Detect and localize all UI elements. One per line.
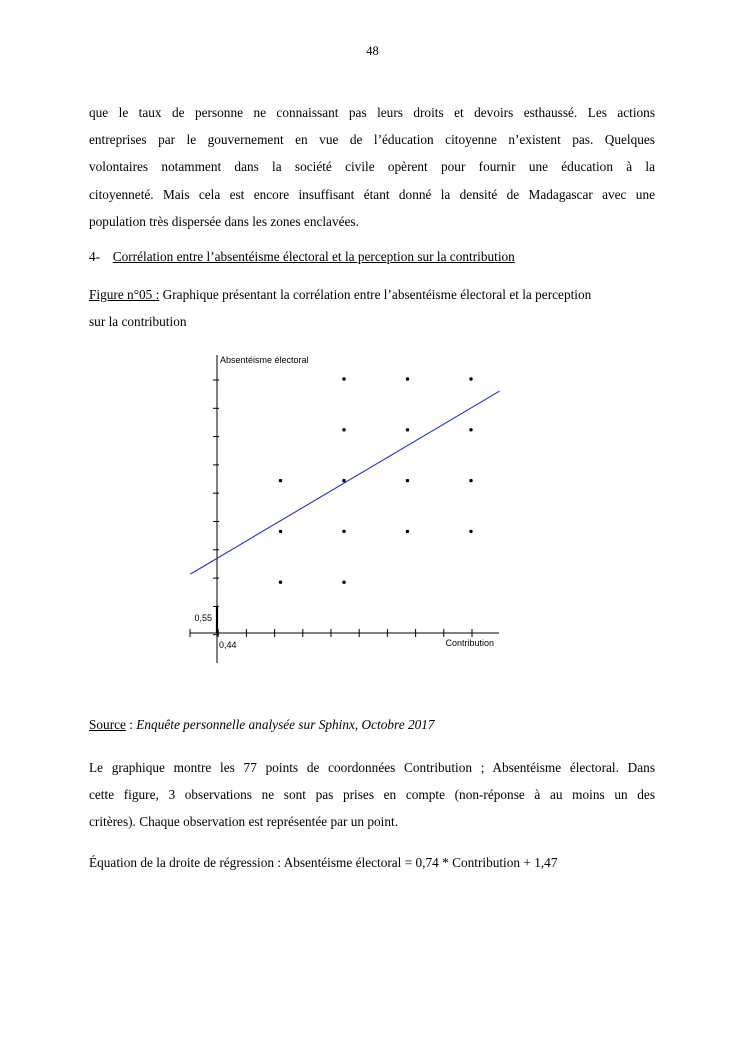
paragraph-line: critères). Chaque observation est représentée par un point. bbox=[89, 814, 399, 830]
source-line bbox=[89, 711, 655, 738]
paragraph-line: population très dispersée dans les zones enclavées. bbox=[89, 213, 359, 229]
x-axis-label: Contribution bbox=[445, 638, 494, 648]
data-point bbox=[279, 479, 282, 482]
data-point bbox=[342, 377, 345, 380]
source-text: Enquête personnelle analysée sur Sphinx, Octobre 2017 bbox=[136, 717, 435, 732]
data-point bbox=[279, 530, 282, 533]
section-title: Corrélation entre l’absentéisme électoral et la perception sur la contribution bbox=[112, 249, 515, 264]
chart-axes bbox=[190, 355, 499, 663]
paragraph-line: citoyenneté. Mais cela est encore insuffisant étant donné la densité de Madagascar avec une bbox=[89, 186, 655, 202]
data-point bbox=[279, 581, 282, 584]
section-number: 4- bbox=[89, 249, 101, 264]
paragraph-line: que le taux de personne ne connaissant pas leurs droits et devoirs esthaussé. Les actions bbox=[89, 105, 655, 120]
data-point bbox=[406, 377, 409, 380]
paragraph-line: Le graphique montre les 77 points de coordonnées Contribution ; Absentéisme électoral. Dans bbox=[89, 760, 655, 775]
data-point bbox=[469, 530, 472, 533]
data-point bbox=[342, 581, 345, 584]
data-point bbox=[406, 479, 409, 482]
data-point bbox=[406, 428, 409, 431]
source-label: Source bbox=[89, 717, 126, 732]
y-origin-label: 0,55 bbox=[194, 613, 212, 623]
paragraph-line: volontaires notamment dans la société civile opèrent pour fournir une éducation à la bbox=[89, 159, 655, 175]
x-origin-label: 0,44 bbox=[219, 640, 237, 650]
caption-text: Graphique présentant la corrélation entre l’absentéisme électoral et la perception bbox=[159, 287, 592, 302]
data-point bbox=[342, 479, 345, 482]
paragraph-line: entreprises par le gouvernement en vue de l’éducation citoyenne n’existent pas. Quelques bbox=[89, 132, 655, 148]
regression-line bbox=[190, 391, 499, 574]
source-separator: : bbox=[125, 717, 137, 732]
paragraph-line: cette figure, 3 observations ne sont pas prises en compte (non-réponse à au moins un des bbox=[89, 787, 655, 803]
data-point bbox=[469, 428, 472, 431]
page-number: 48 bbox=[366, 44, 379, 58]
caption-line: sur la contribution bbox=[89, 314, 187, 330]
data-point bbox=[342, 530, 345, 533]
y-axis-label: Absentéisme électoral bbox=[220, 355, 309, 365]
chart-points bbox=[279, 377, 473, 584]
data-point bbox=[469, 479, 472, 482]
data-point bbox=[342, 428, 345, 431]
data-point bbox=[469, 377, 472, 380]
figure-label: Figure n°05 : bbox=[89, 287, 160, 302]
regression-equation: Équation de la droite de régression : Absentéisme électoral = 0,74 * Contribution + 1,47 bbox=[89, 855, 558, 870]
description-paragraph bbox=[89, 754, 655, 836]
data-point bbox=[406, 530, 409, 533]
